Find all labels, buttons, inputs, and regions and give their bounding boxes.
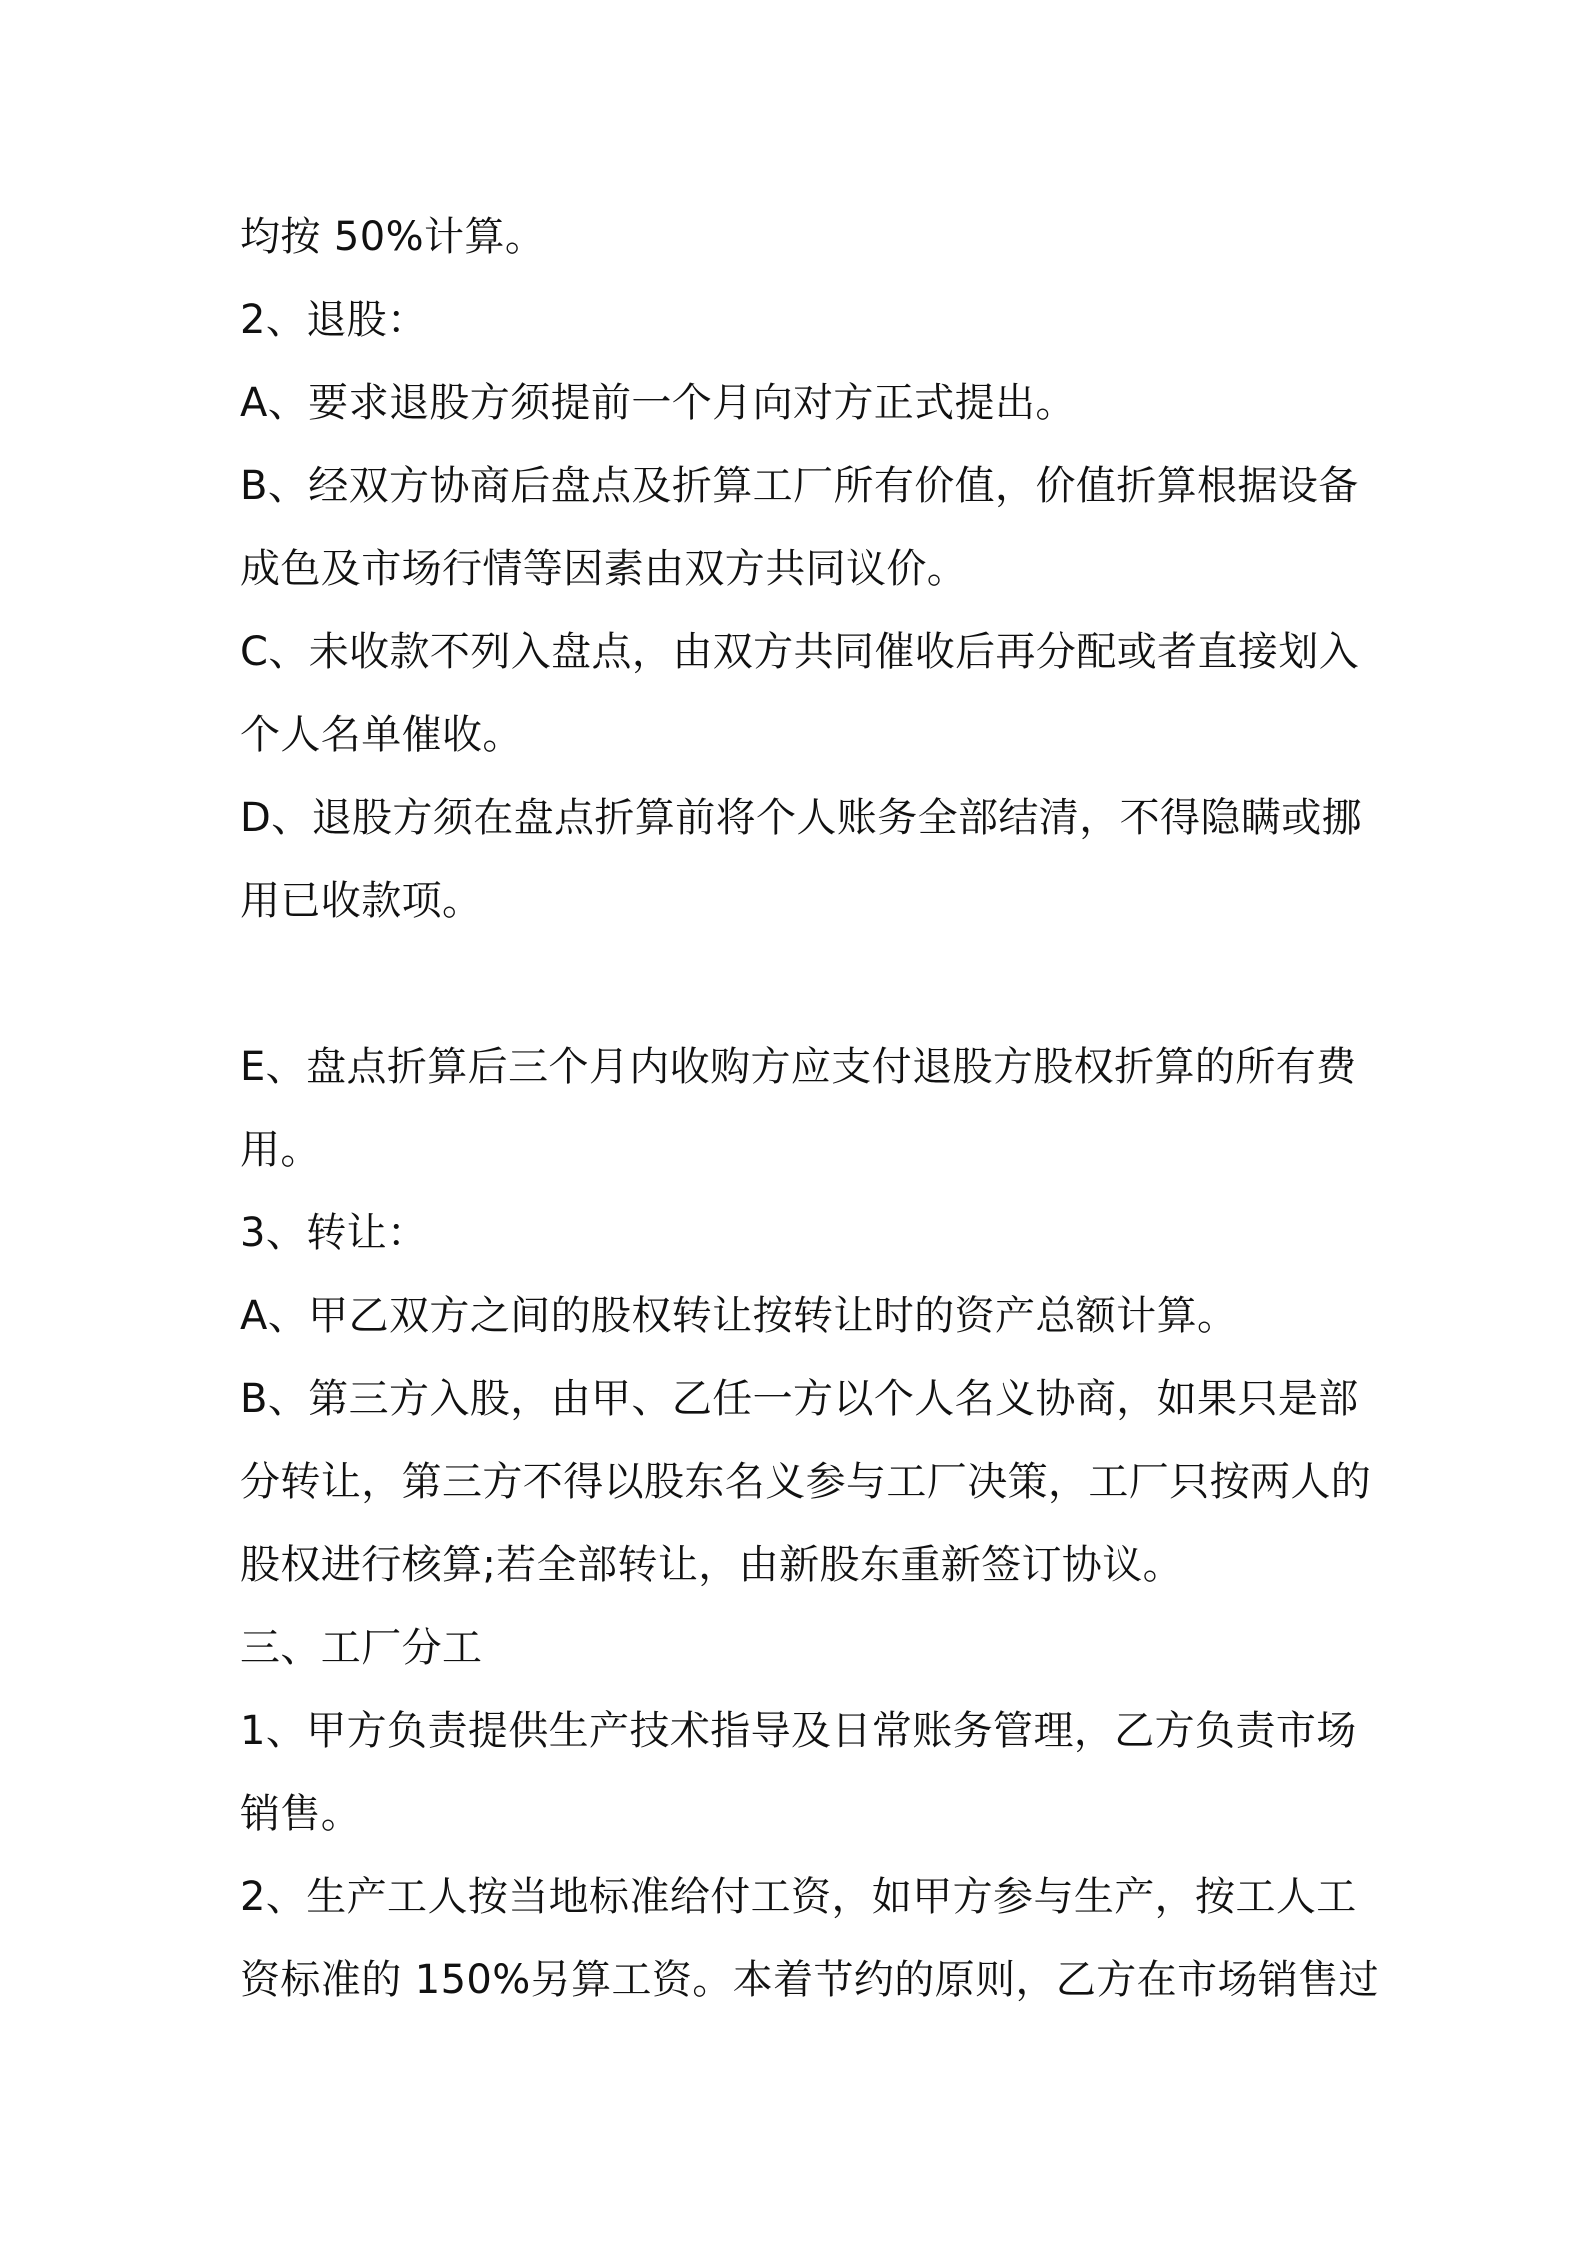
section-heading-transfer: 3、转让： (240, 1210, 428, 1256)
text-line-16: 股权进行核算;若全部转让，由新股东重新签订协议。 (240, 1542, 1184, 1588)
text-line-20: 2、生产工人按当地标准给付工资，如甲方参与生产，按工人工 (240, 1874, 1357, 1920)
text-line-13: A、甲乙双方之间的股权转让按转让时的资产总额计算。 (240, 1293, 1238, 1339)
text-line-1: 均按 50%计算。 (240, 214, 546, 260)
text-line-7: 个人名单催收。 (240, 712, 523, 758)
text-line-15: 分转让，第三方不得以股东名义参与工厂决策，工厂只按两人的 (240, 1459, 1372, 1505)
text-line-10: E、盘点折算后三个月内收购方应支付退股方股权折算的所有费 (240, 1044, 1357, 1090)
text-line-9: 用已收款项。 (240, 878, 483, 924)
text-line-3: A、要求退股方须提前一个月向对方正式提出。 (240, 380, 1076, 426)
text-line-21: 资标准的 150%另算工资。本着节约的原则，乙方在市场销售过 (240, 1957, 1380, 2003)
text-line-5: 成色及市场行情等因素由双方共同议价。 (240, 546, 968, 592)
text-line-6: C、未收款不列入盘点，由双方共同催收后再分配或者直接划入 (240, 629, 1360, 675)
text-line-4: B、经双方协商后盘点及折算工厂所有价值，价值折算根据设备 (240, 463, 1359, 509)
text-line-11: 用。 (240, 1127, 321, 1173)
text-line-14: B、第三方入股，由甲、乙任一方以个人名义协商，如果只是部 (240, 1376, 1359, 1422)
document-body (240, 196, 1380, 2022)
text-line-8: D、退股方须在盘点折算前将个人账务全部结清，不得隐瞒或挪 (240, 795, 1362, 841)
text-line-18: 1、甲方负责提供生产技术指导及日常账务管理，乙方负责市场 (240, 1708, 1357, 1754)
section-heading-withdrawal: 2、退股： (240, 297, 428, 343)
section-heading-factory-division: 三、工厂分工 (240, 1625, 483, 1671)
paragraph-gap (240, 943, 1350, 1026)
text-line-19: 销售。 (240, 1791, 362, 1837)
